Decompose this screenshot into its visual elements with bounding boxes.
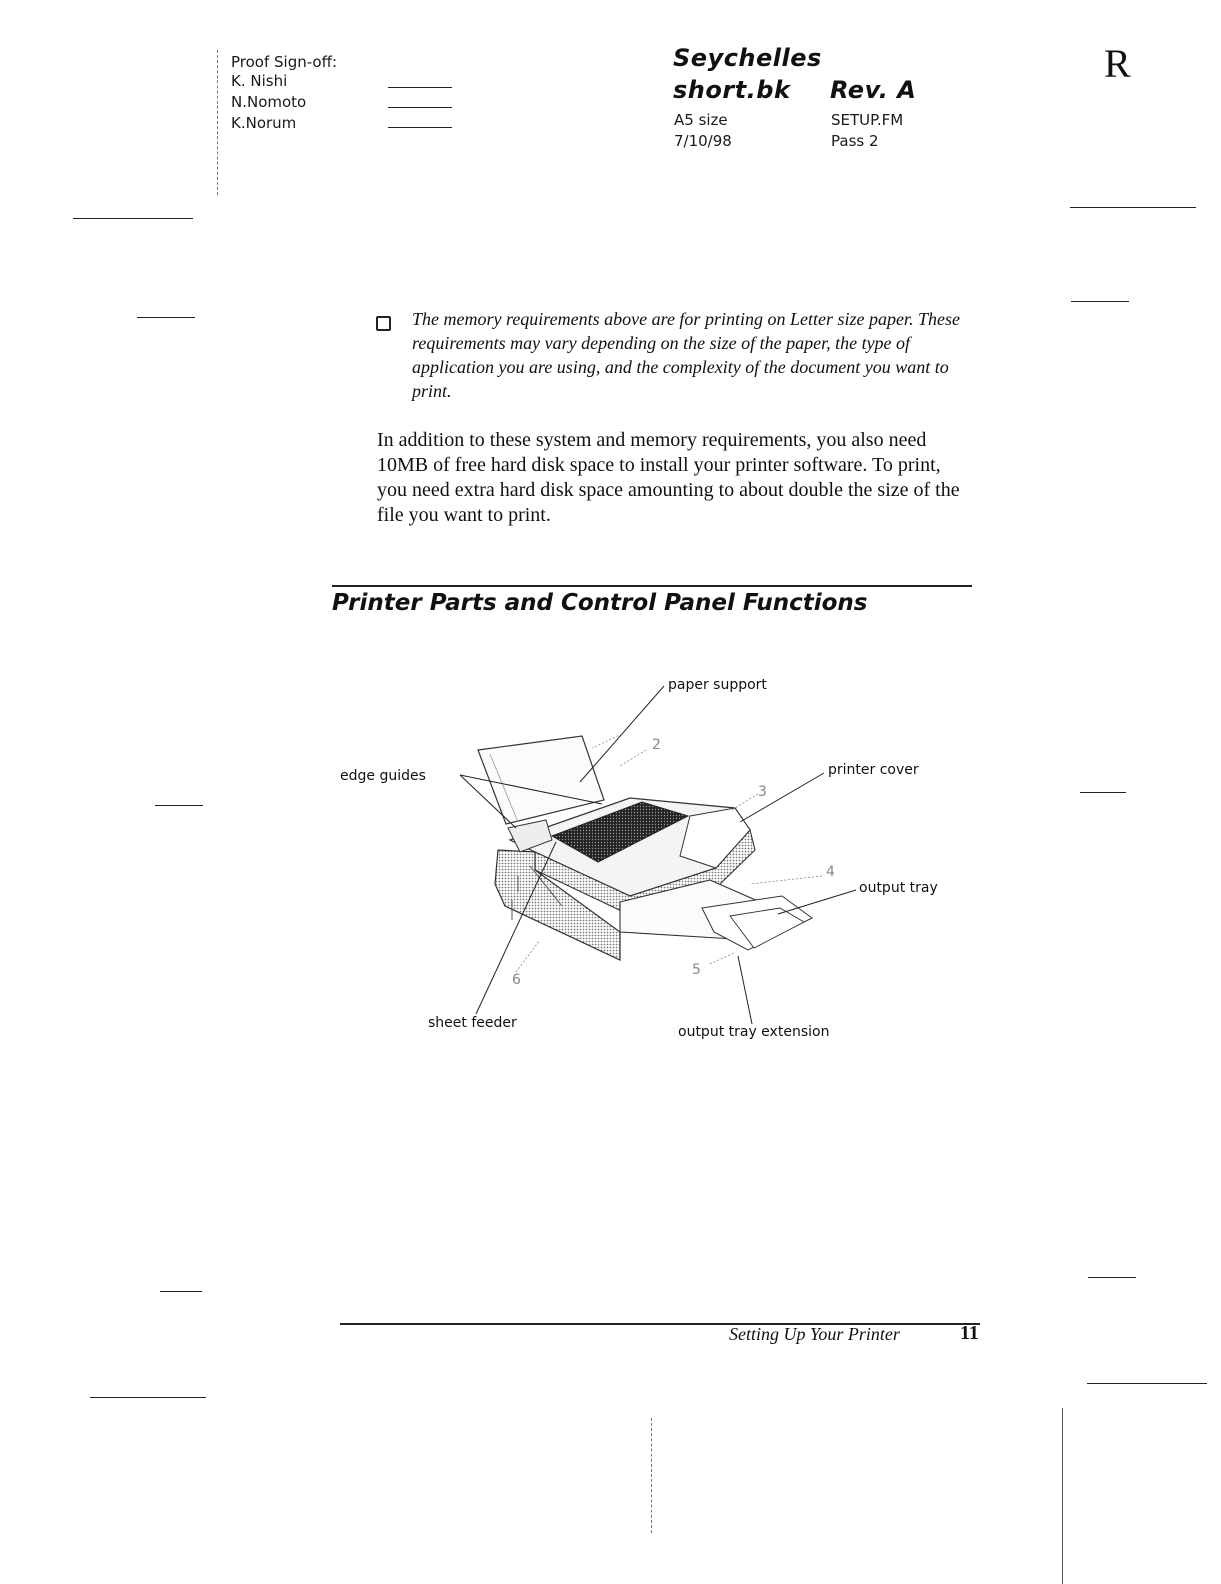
page-number: 11	[960, 1322, 979, 1344]
disk-space-paragraph: In addition to these system and memory requirements, you also need 10MB of free hard disk space to install your printer software. To print, you need extra hard disk space amounting to about double the size of the file you want to print.	[377, 429, 960, 526]
crop-mark	[1071, 301, 1129, 302]
signoff-line	[388, 107, 452, 108]
book-title: Seychelles	[673, 44, 822, 72]
header-dashed-rule	[217, 50, 218, 195]
printer-cover-label: printer cover	[828, 762, 919, 778]
proof-signoff-name: K. Nishi	[231, 72, 288, 90]
paper-support-label: paper support	[668, 677, 767, 693]
output-tray-label: output tray	[859, 880, 938, 896]
revision: Rev. A	[830, 76, 917, 104]
figure-marker: 6	[512, 972, 521, 988]
figure-marker: 3	[758, 784, 767, 800]
center-dashed-rule	[651, 1418, 652, 1533]
figure-marker: 4	[826, 864, 835, 880]
note-bullet-icon	[376, 316, 391, 331]
crop-mark	[90, 1397, 206, 1398]
output-tray-extension-label: output tray extension	[678, 1024, 830, 1040]
signoff-line	[388, 127, 452, 128]
paper-support-part	[478, 736, 604, 824]
page-size: A5 size	[674, 111, 728, 129]
crop-mark	[1087, 1383, 1207, 1384]
doc-date: 7/10/98	[674, 132, 732, 150]
crop-mark	[73, 218, 193, 219]
memory-note: The memory requirements above are for printing on Letter size paper. These requirements may vary depending on the size of the paper, the type of application you are using, and the complexity of the document you want to print.	[412, 309, 960, 401]
proof-signoff-title: Proof Sign-off:	[231, 53, 337, 71]
output-tray-extension-leader	[738, 956, 752, 1024]
crop-mark	[1080, 792, 1126, 793]
crop-mark	[1070, 207, 1196, 208]
crop-mark	[160, 1291, 202, 1292]
section-rule	[332, 585, 972, 587]
figure-marker: 5	[692, 962, 701, 978]
proof-signoff-name: K.Norum	[231, 114, 297, 132]
signoff-line	[388, 87, 452, 88]
sheet-feeder-label: sheet feeder	[428, 1015, 517, 1031]
crop-mark-vertical	[1062, 1408, 1063, 1584]
footer-chapter-title: Setting Up Your Printer	[729, 1324, 900, 1344]
proof-signoff-name: N.Nomoto	[231, 93, 307, 111]
figure-marker: 2	[652, 737, 661, 753]
corner-letter: R	[1104, 41, 1131, 86]
book-file: short.bk	[673, 76, 791, 104]
printer-diagram	[330, 670, 970, 1070]
source-file: SETUP.FM	[831, 111, 904, 129]
section-heading: Printer Parts and Control Panel Functions	[332, 590, 868, 616]
printer-cover-leader	[740, 773, 824, 822]
crop-mark	[1088, 1277, 1136, 1278]
pass-number: Pass 2	[831, 132, 879, 150]
crop-mark	[155, 805, 203, 806]
edge-guides-label: edge guides	[340, 768, 426, 784]
crop-mark	[137, 317, 195, 318]
